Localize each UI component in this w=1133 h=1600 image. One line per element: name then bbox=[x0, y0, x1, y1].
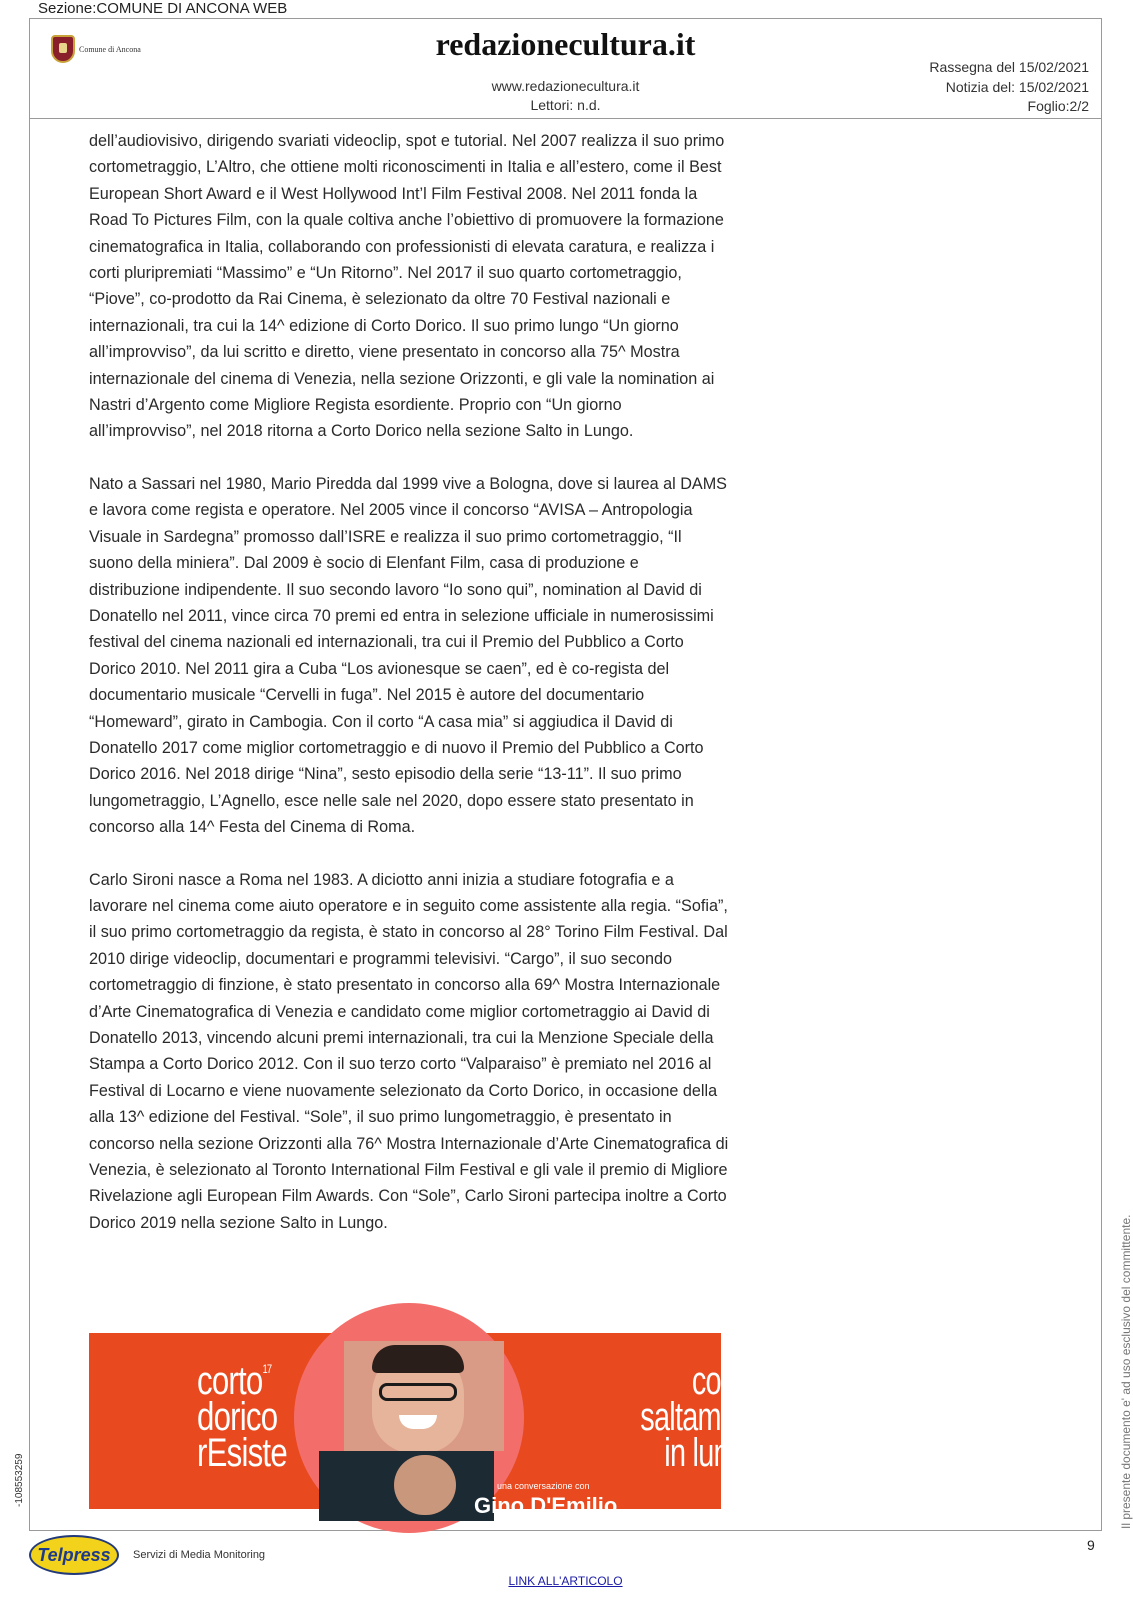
edition-number: 17 bbox=[262, 1362, 272, 1376]
document-id: -108553259 bbox=[14, 1453, 25, 1507]
foglio-number: Foglio:2/2 bbox=[1027, 98, 1089, 114]
readers-count: Lettori: n.d. bbox=[530, 97, 601, 113]
come-saltammo-title bbox=[639, 1359, 759, 1475]
logo-text: Comune di Ancona bbox=[79, 44, 141, 54]
article-paragraph: Nato a Sassari nel 1980, Mario Piredda dal 1999 vive a Bologna, dove si laurea al DAMS e lavora come regista e operatore. Nel 2005 vince il concorso “AVISA – Antropologia Visuale in Sardegna” promosso dall’ISRE e realizza il suo primo cortometraggio, “Il suono della miniera”. Dal 2009 è socio di Elenfant Film, casa di produzione e distribuzione indipendente. Il suo secondo lavoro “Io sono qui”, nomination al David di Donatello nel 2011, vince circa 70 premi ed entra in selezione ufficiale in numerosissimi festival del cinema nazionali ed internazionali, tra cui il Premio del Pubblico a Corto Dorico 2010. Nel 2011 gira a Cuba “Los avionesque se caen”, ed è co-regista del documentario musicale “Cervelli in fuga”. Nel 2015 è autore del documentario “Homeward”, girato in Cambogia. Con il corto “A casa mia” si aggiudica il David di Donatello 2017 come miglior cortometraggio e di nuovo il Premio del Pubblico a Corto Dorico 2016. Nel 2018 dirige “Nina”, sesto episodio della serie “13-11”. Il suo primo lungometraggio, L’Agnello, esce nelle sale nel 2020, dopo essere stato presentato in concorso alla 14^ Festa del Cinema di Roma. bbox=[89, 474, 727, 837]
article-body bbox=[89, 128, 729, 1236]
speaker-hair bbox=[372, 1345, 464, 1373]
corto-dorico-title bbox=[197, 1359, 287, 1475]
notizia-date: Notizia del: 15/02/2021 bbox=[945, 78, 1089, 95]
header-divider bbox=[29, 118, 1102, 119]
article-link[interactable]: LINK ALL'ARTICOLO bbox=[508, 1574, 623, 1588]
telpress-brand: Telpress bbox=[37, 1544, 111, 1565]
article-paragraph: Carlo Sironi nasce a Roma nel 1983. A diciotto anni inizia a studiare fotografia e a lavorare nel cinema come aiuto operatore e in seguito come assistente alla regia. “Sofia”, il suo primo cortometraggio da regista, è stato in concorso al 28° Torino Film Festival. Dal 2010 dirige videoclip, documentari e programmi televisivi. “Cargo”, il suo secondo cortometraggio di finzione, è stato presentato in concorso alla 69^ Mostra Internazionale d’Arte Cinematografica di Venezia e candidato come miglior cortometraggio ai David di Donatello 2013, vincendo alcuni premi internazionali, tra cui la Menzione Speciale della Stampa a Corto Dorico 2012. Con il suo terzo corto “Valparaiso” è premiato nel 2016 al Festival di Locarno e viene nuovamente selezionato da Corto Dorico, in occasione della alla 13^ edizione del Festival. “Sole”, il suo primo lungometraggio, è presentato in concorso nella sezione Orizzonti alla 76^ Mostra Internazionale d’Arte Cinematografica di Venezia, è selezionato al Toronto International Film Festival e gli vale il premio di Migliore Rivelazione agli European Film Awards. Con “Sole”, Carlo Sironi partecipa inoltre a Corto Dorico 2019 nella sezione Salto in Lungo. bbox=[89, 870, 729, 1232]
conversation-label: una conversazione con bbox=[497, 1481, 590, 1491]
saltammo-word: saltammo bbox=[639, 1395, 759, 1439]
article-paragraph: dell’audiovisivo, dirigendo svariati videoclip, spot e tutorial. Nel 2007 realizza il suo primo cortometraggio, L’Altro, che ottiene molti riconoscimenti in Italia e all’estero, come il Best European Short Award e il West Hollywood Int’l Film Festival 2008. Nel 2011 fonda la Road To Pictures Film, con la quale coltiva anche l’obiettivo di promuovere la formazione cinematografica in Italia, collaborando con professionisti di elevata caratura, e realizza i corti pluripremiati “Massimo” e “Un Ritorno”. Nel 2017 il suo quarto cortometraggio, “Piove”, co-prodotto da Rai Cinema, è selezionato da oltre 70 Festival nazionali e internazionali, tra cui la 14^ edizione di Corto Dorico. Il suo primo lungo “Un giorno all’improvviso”, da lui scritto e diretto, viene presentato in concorso alla 75^ Mostra internazionale del cinema di Venezia, nella sezione Orizzonti, e gli vale la nomination ai Nastri d’Argento come Migliore Regista esordiente. Proprio con “Un giorno all’improvviso”, nel 2018 ritorna a Corto Dorico nella sezione Salto in Lungo. bbox=[89, 132, 725, 441]
rassegna-date: Rassegna del 15/02/2021 bbox=[929, 59, 1089, 75]
guest-name: Gino D'Emilio bbox=[474, 1493, 618, 1518]
corto-word: corto bbox=[197, 1359, 263, 1403]
press-meta bbox=[929, 58, 1089, 117]
service-description: Servizi di Media Monitoring bbox=[133, 1549, 266, 1561]
section-label: Sezione:COMUNE DI ANCONA WEB bbox=[38, 0, 288, 17]
come-word: come bbox=[691, 1359, 759, 1403]
page-number: 9 bbox=[1087, 1537, 1095, 1553]
resiste-word: rEsiste bbox=[197, 1431, 287, 1475]
copyright-note: Il presente documento e' ad uso esclusivo del committente. bbox=[1119, 1214, 1133, 1529]
event-banner bbox=[89, 1333, 759, 1518]
masthead-title: redazionecultura.it bbox=[435, 26, 696, 62]
telpress-logo bbox=[29, 1535, 119, 1575]
site-url: www.redazionecultura.it bbox=[491, 78, 640, 94]
in-lungo-word: in lungo bbox=[663, 1431, 759, 1475]
dorico-word: dorico bbox=[197, 1395, 278, 1439]
guest-face bbox=[394, 1455, 456, 1515]
glasses-icon bbox=[379, 1383, 457, 1401]
